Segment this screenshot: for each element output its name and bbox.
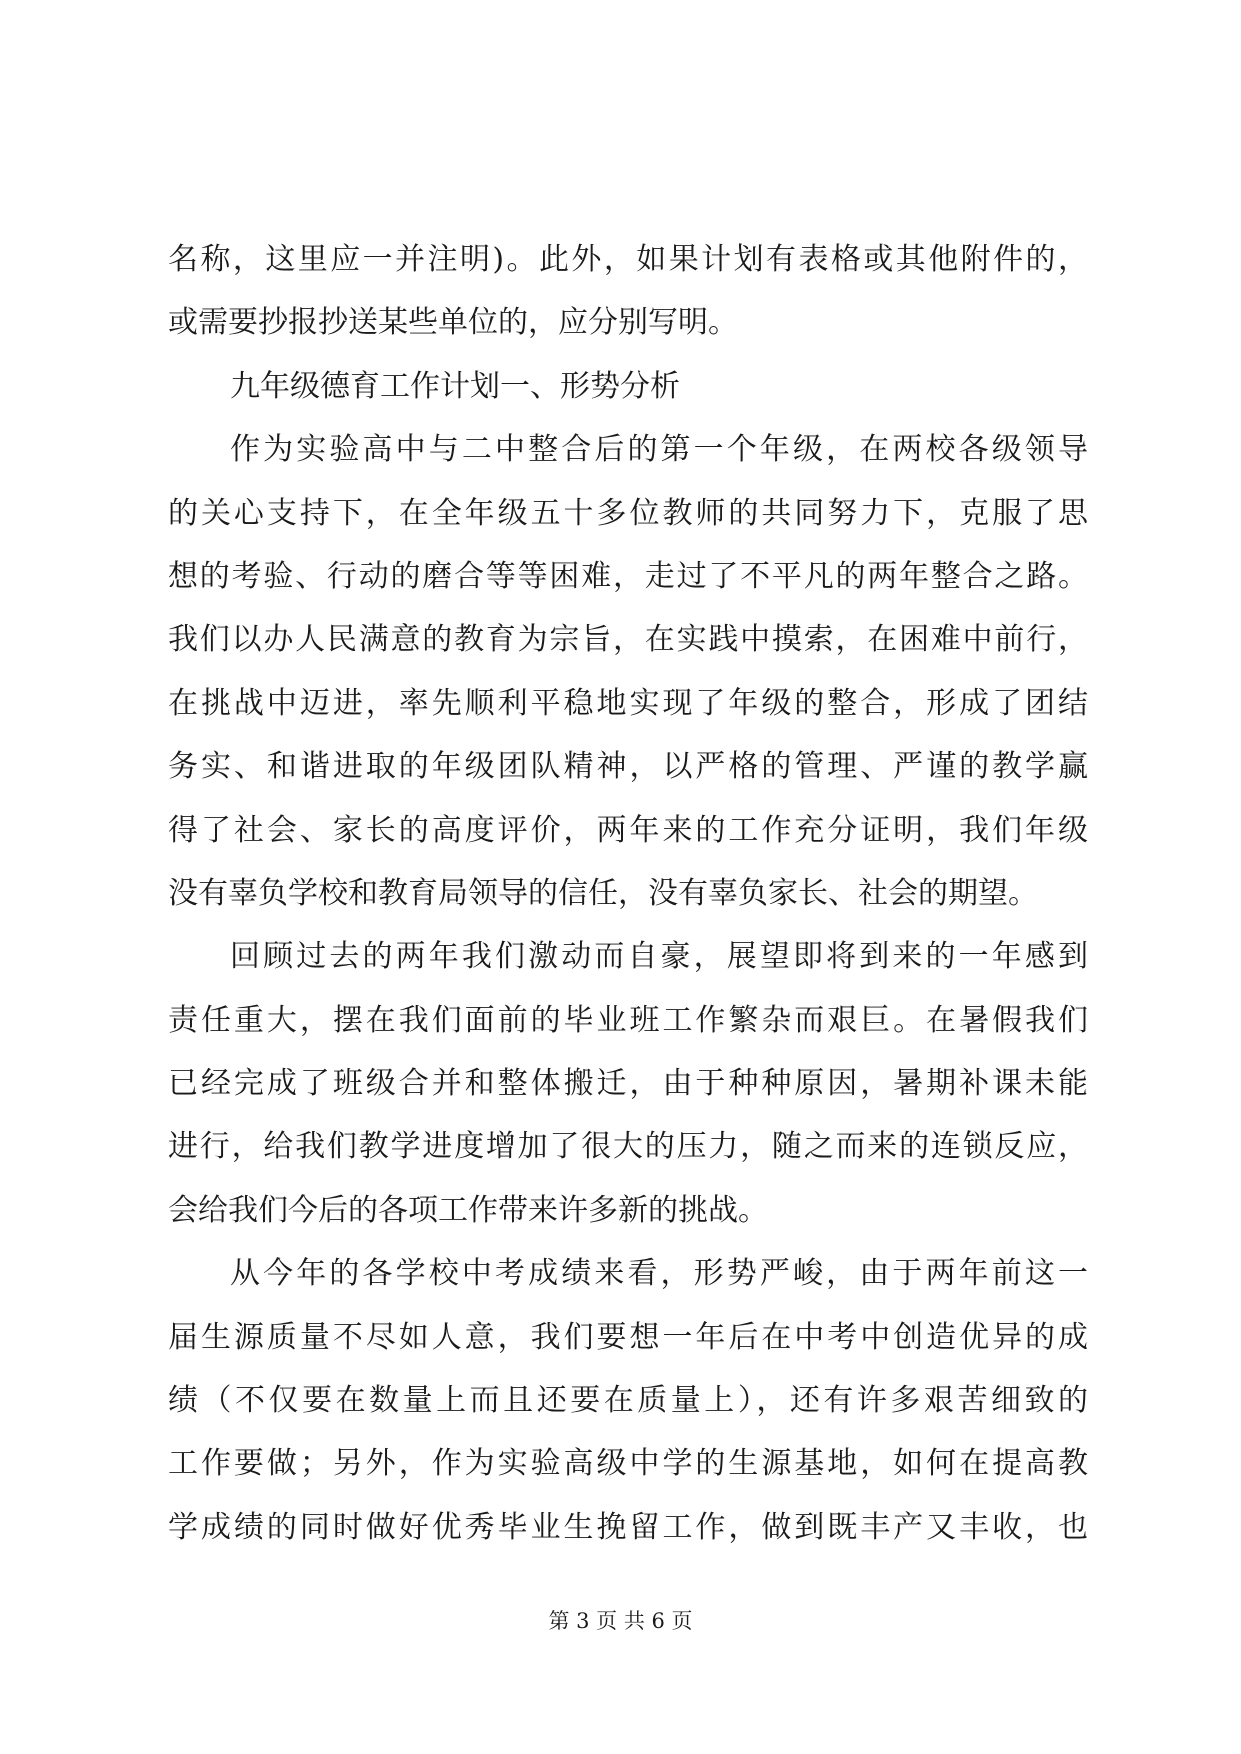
text-line: 没有辜负学校和教育局领导的信任，没有辜负家长、社会的期望。 [168,875,1038,911]
text-line: 九年级德育工作计划一、形势分析 [230,368,680,404]
text-line: 工作要做；另外，作为实验高级中学的生源基地，如何在提高教 [168,1446,1088,1482]
page-number-label: 第 3 页 共 6 页 [548,1609,693,1633]
text-line: 的关心支持下，在全年级五十多位教师的共同努力下，克服了思 [168,495,1088,531]
document-body [168,228,1088,1559]
text-line: 作为实验高中与二中整合后的第一个年级，在两校各级领导 [230,432,1088,468]
text-line: 得了社会、家长的高度评价，两年来的工作充分证明，我们年级 [168,812,1088,848]
text-line: 我们以办人民满意的教育为宗旨，在实践中摸索，在困难中前行， [168,622,1088,658]
text-line: 或需要抄报抄送某些单位的，应分别写明。 [168,305,738,341]
text-line: 在挑战中迈进，率先顺利平稳地实现了年级的整合，形成了团结 [168,685,1088,721]
text-line: 会给我们今后的各项工作带来许多新的挑战。 [168,1192,768,1228]
text-line: 从今年的各学校中考成绩来看，形势严峻，由于两年前这一 [230,1256,1088,1292]
text-line: 名称，这里应一并注明)。此外，如果计划有表格或其他附件的， [168,242,1088,277]
page-footer [0,1606,1241,1636]
text-line: 务实、和谐进取的年级团队精神，以严格的管理、严谨的教学赢 [168,749,1088,785]
text-line: 学成绩的同时做好优秀毕业生挽留工作，做到既丰产又丰收，也 [168,1509,1088,1545]
text-line: 想的考验、行动的磨合等等困难，走过了不平凡的两年整合之路。 [168,558,1088,594]
text-line: 进行，给我们教学进度增加了很大的压力，随之而来的连锁反应， [168,1129,1088,1165]
text-line: 责任重大，摆在我们面前的毕业班工作繁杂而艰巨。在暑假我们 [168,1002,1088,1038]
text-line: 届生源质量不尽如人意，我们要想一年后在中考中创造优异的成 [168,1319,1088,1355]
text-line: 绩（不仅要在数量上而且还要在质量上），还有许多艰苦细致的 [168,1383,1088,1419]
text-line: 已经完成了班级合并和整体搬迁，由于种种原因，暑期补课未能 [168,1066,1088,1102]
text-line: 回顾过去的两年我们激动而自豪，展望即将到来的一年感到 [230,939,1088,975]
